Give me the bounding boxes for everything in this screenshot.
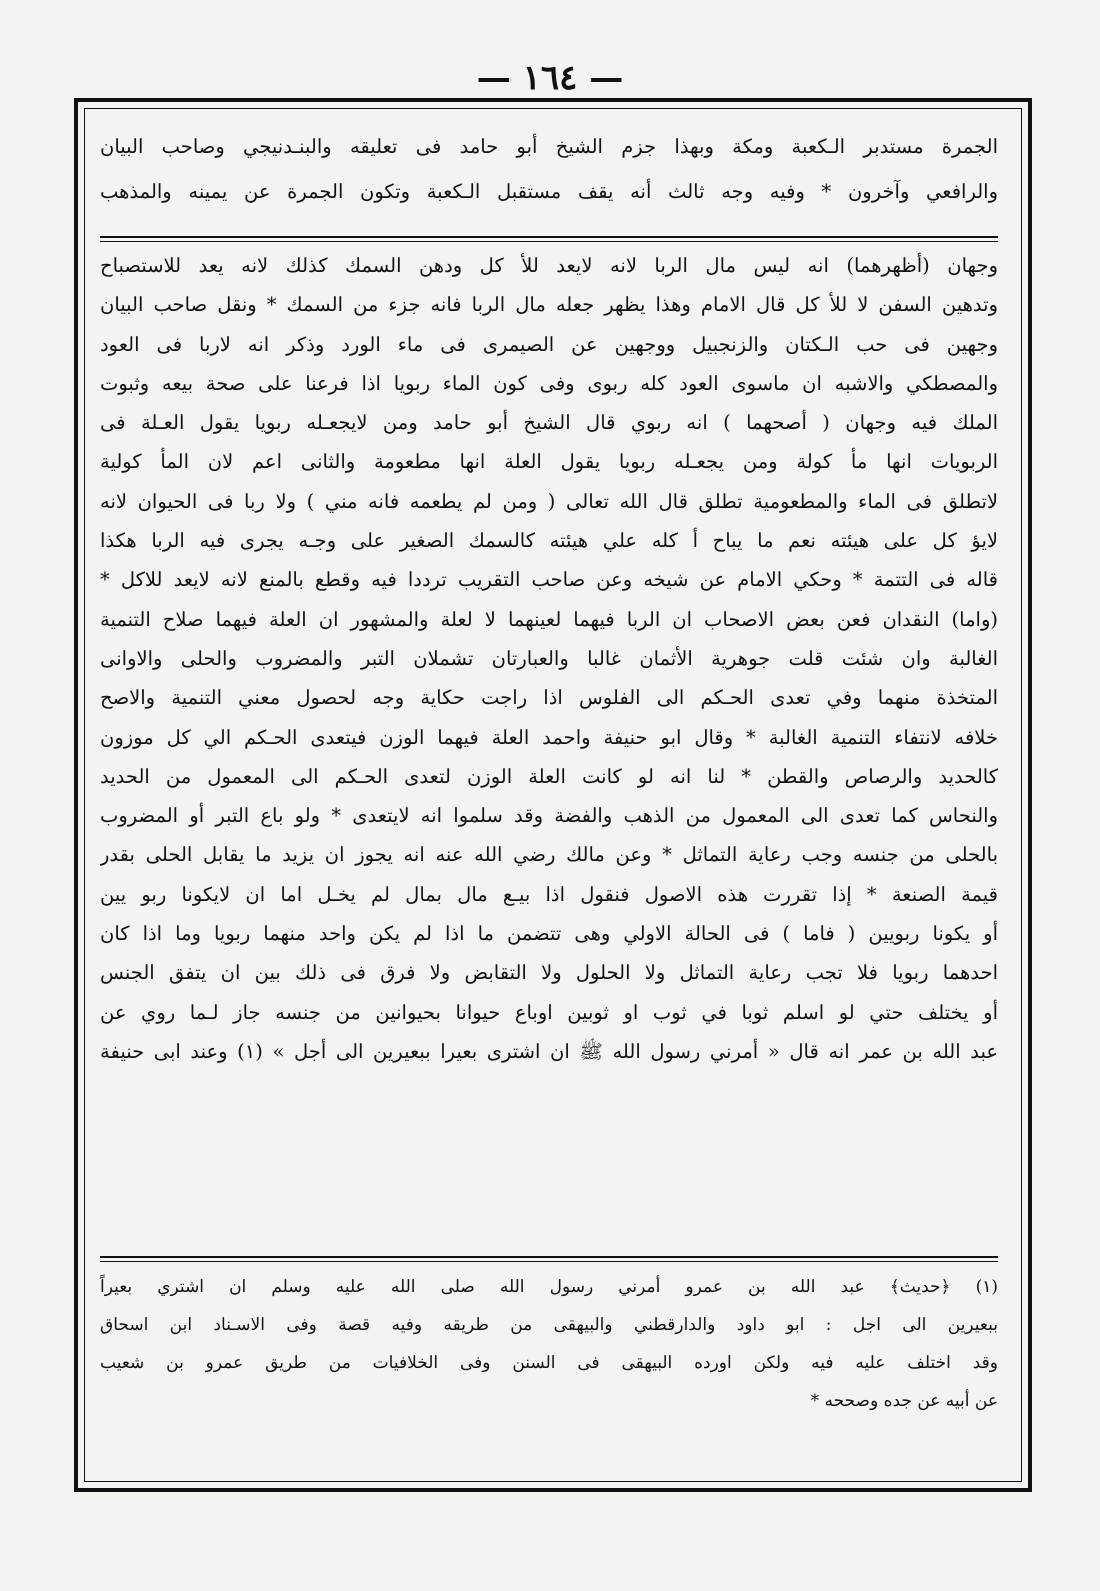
text-line: والرافعي وآخرون * وفيه وجه ثالث أنه يقف مستقبل الـكعبة وتكون الجمرة عن يمينه والمذهب — [100, 180, 998, 203]
text-line: لاتطلق فى الماء والمطعومية تطلق قال الله تعالى ( ومن لم يطعمه فانه مني ) ولا ربا فى الحيوان لانه — [100, 489, 998, 513]
text-line: الملك فيه وجهان ( أصحهما ) انه ربوي قال الشيخ أبو حامد ومن لايجعـله ربويا يقول العـلة فى — [100, 411, 998, 435]
text-line: (واما) النقدان فعن بعض الاصحاب ان الربا فيهما لعينهما لا لعلة والمشهور ان العلة فيهما صلاح التنمية — [100, 607, 998, 631]
footnote-line: عن أبيه عن جده وصححه * — [810, 1391, 998, 1411]
text-line: والنحاس كما تعدى الى المعمول من الذهب والفضة وقد سلموا انه لايتعدى * ولو باع التبر أو المضروب — [100, 804, 998, 828]
footnote-block — [100, 1268, 998, 1420]
text-line: خلافه لانتفاء التنمية الغالبة * وقال ابو حنيفة واحمد العلة فيهما الوزن فيتعدى الحـكم الي كل موزون — [100, 725, 998, 749]
footnote-line: ببعيرين الى اجل : ابو داود والدارقطني والبيهقى من طريقه وفيه قصة وفى الاسـناد ابن اسحاق — [100, 1315, 998, 1335]
text-line: وجهين فى حب الـكتان والزنجبيل ووجهين عن الصيمرى فى ماء الورد وذكر انه لاربا فى العود — [100, 332, 998, 356]
text-line: عبد الله بن عمر انه قال « أمرني رسول الله ﷺ ان اشترى بعيرا ببعيرين الى أجل » (١) وعند ابى حنيفة — [100, 1039, 998, 1063]
section-divider — [100, 236, 998, 238]
footnote-line: (١) ﴿حديث﴾ عبد الله بن عمرو أمرني رسول الله صلى الله عليه وسلم ان اشتري بعيراً — [100, 1277, 998, 1297]
text-line: قيمة الصنعة * إذا تقررت هذه الاصول فنقول اذا بيـع مال بمال لم يخـل اما ان لايكونا ربو يين — [100, 882, 998, 906]
main-text-block — [100, 246, 998, 1071]
page-number: — ١٦٤ — — [476, 58, 624, 98]
footnote-line: وقد اختلف عليه فيه ولكن اورده البيهقى فى السنن وفى الخلافيات من طريق عمرو بن شعيب — [100, 1353, 998, 1373]
text-line: والمصطكي والاشبه ان ماسوى العود كله ربوى وفى كون الماء ربويا اذا فرعنا على صحة بيعه وثبوت — [100, 371, 998, 395]
text-line: وجهان (أظهرهما) انه ليس مال الربا لانه لايعد للأ كل ودهن السمك كذلك لانه يعد للاستصباح — [100, 254, 998, 277]
text-line: أو يختلف حتي لو اسلم ثوبا في ثوب او ثوبين اوباع حيوانا بحيوانين من جنسه جاز لـما روي عن — [100, 1000, 998, 1024]
text-line: بالحلى من جنسه وجب رعاية التماثل * وعن مالك رضي الله عنه انه يجوز ان يزيد ما يقابل الحلى بقدر — [100, 843, 998, 867]
continued-text-block — [100, 124, 998, 214]
text-line: أو يكونا ربويين ( فاما ) فى الحالة الاولي وهى تتضمن ما اذا لم يكن واحد منهما ربويا وما اذا كان — [100, 922, 998, 946]
text-line: الجمرة مستدبر الـكعبة ومكة وبهذا جزم الشيخ أبو حامد فى تعليقه والبنـدنيجي وصاحب البيان — [100, 135, 998, 158]
text-line: الغالبة وان شئت قلت جوهرية الأثمان غالبا والعبارتان تشملان التبر والمضروب والحلى والاوانى — [100, 646, 998, 670]
footnote-divider — [100, 1256, 998, 1258]
text-line: قاله فى التتمة * وحكي الامام عن شيخه وعن صاحب التقريب ترددا فيه وقطع بالمنع لانه لايعد للاكل * — [100, 568, 998, 592]
text-line: المتخذة منهما وفي تعدى الحـكم الى الفلوس اذا راجت حكاية وجه لحصول معني التنمية والاصح — [100, 686, 998, 710]
text-line: وتدهين السفن لا للأ كل قال الامام وهذا يظهر جعله مال الربا فانه جزء من السمك * ونقل صاحب البيان — [100, 293, 998, 317]
text-line: كالحديد والرصاص والقطن * لنا انه لو كانت العلة الوزن لتعدى الحـكم الى المعمول من الحديد — [100, 764, 998, 788]
text-line: احدهما ربويا فلا تجب رعاية التماثل ولا الحلول ولا التقابض ولا فرق فى ذلك بين ان يتفق الجنس — [100, 961, 998, 985]
footnote-divider-thin — [100, 1261, 998, 1262]
section-divider-thin — [100, 241, 998, 242]
text-line: الربويات انها مأ كولة ومن يجعـله ربويا يقول العلة انها مطعومة والثانى اعم لان المأ كولية — [100, 450, 998, 474]
text-line: لايؤ كل على هيئته نعم ما يباح أ كله علي هيئته كالسمك الصغير على وجـه يجرى فيه الربا هكذا — [100, 529, 998, 553]
